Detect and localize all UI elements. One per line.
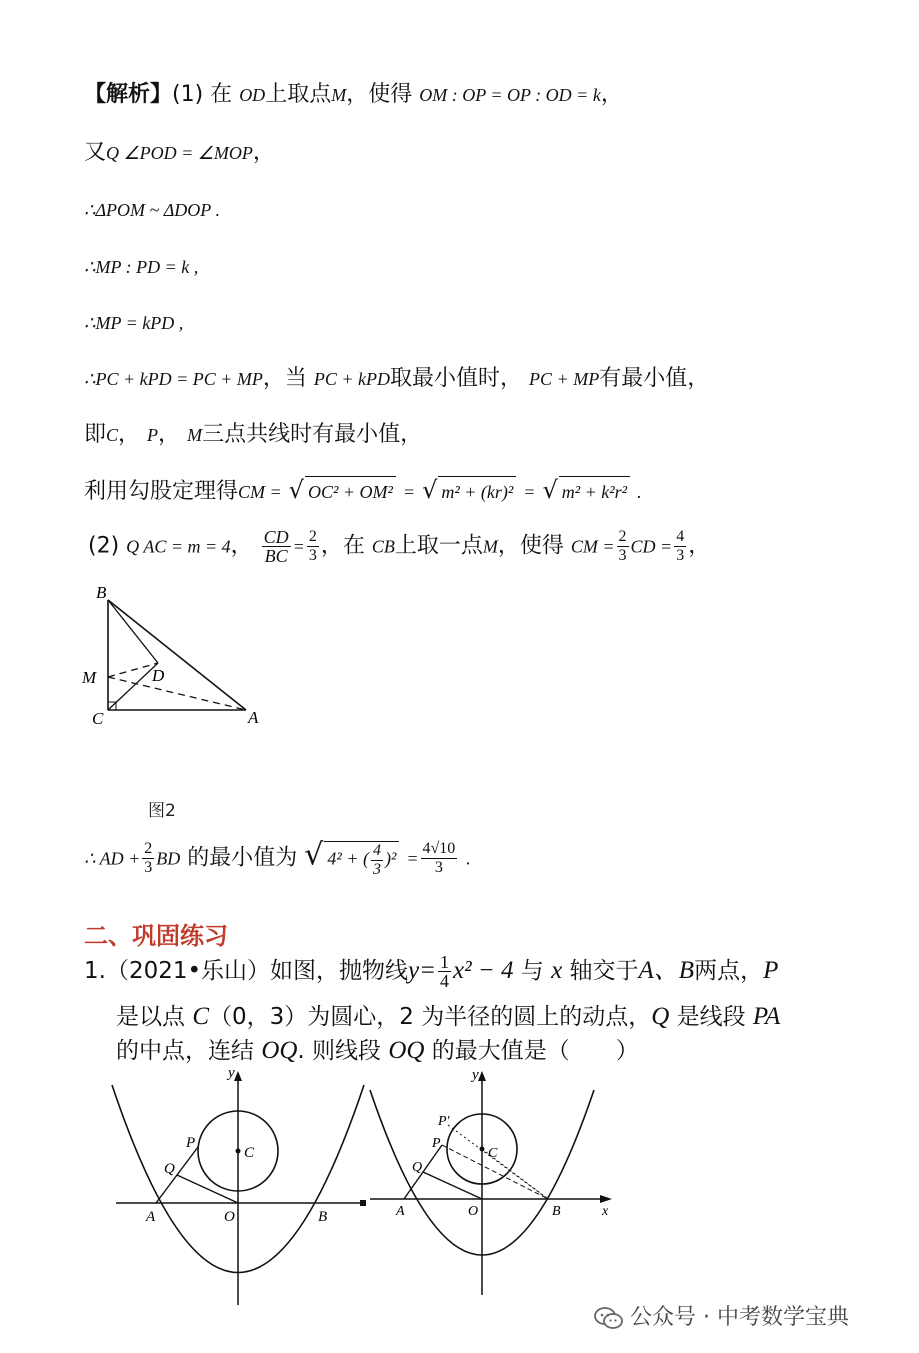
label-m: M xyxy=(82,668,97,687)
label-c: C xyxy=(92,709,104,728)
label-y: y xyxy=(472,1067,479,1083)
watermark-text: 公众号 · 中考数学宝典 xyxy=(630,1305,849,1330)
label-o: O xyxy=(468,1204,479,1219)
solution-part2-result: ∴ AD + $\frac{2}{3}$ BD 的最小值为 √ 4² + ( $\frac{4}{3}$ )² = $\frac{4√10}{3}$ . xyxy=(84,837,471,878)
label-b: B xyxy=(96,583,107,602)
segment-bd xyxy=(108,600,158,663)
fraction-four-thirds: $\frac{4}{3}$ xyxy=(676,528,685,564)
fraction-two-thirds-2: $\frac{2}{3}$ xyxy=(618,528,627,564)
x-axis-arrow xyxy=(600,1195,612,1203)
y-axis-arrow xyxy=(478,1071,486,1081)
wechat-icon xyxy=(594,1305,624,1331)
label-p: P xyxy=(186,1135,196,1151)
label-q: Q xyxy=(164,1161,175,1177)
segment-pprime-b xyxy=(448,1125,548,1199)
problem-1-line-3: 的中点，连结 OQ. 则线段 OQ 的最大值是（ ） xyxy=(116,1037,639,1064)
label-o: O xyxy=(224,1209,235,1225)
solution-part2-line-1: (2) Q AC = m = 4， $\frac{CD}{BC}$ = $\frac{2}{3}$ ，在 CB上取一点M，使得 CM = $\frac{2}{3}$ CD = $\frac{4}{3}$ ， xyxy=(88,527,711,566)
label-y: y xyxy=(228,1065,235,1081)
solution-line-8: 利用勾股定理得CM = √ OC² + OM² = √ m² + (kr)² = √ m² + k²r² . xyxy=(84,475,642,507)
segment-ba xyxy=(108,600,246,710)
solution-line-7: 即C， P， M三点共线时有最小值， xyxy=(84,422,423,447)
label-b: B xyxy=(552,1204,561,1219)
label-a: A xyxy=(248,708,259,727)
fraction-two-thirds: $\frac{2}{3}$ xyxy=(308,528,317,564)
solution-line-2: 又Q ∠POD = ∠MOP， xyxy=(84,140,275,165)
label-c: C xyxy=(488,1146,498,1161)
solution-line-1: 【解析】(1) 在 OD上取点M，使得 OM : OP = OP : OD = k， xyxy=(84,82,623,107)
label-a: A xyxy=(396,1204,405,1219)
point-c xyxy=(236,1149,241,1154)
graph-left xyxy=(100,1065,380,1310)
label-a: A xyxy=(146,1209,156,1225)
graph-right xyxy=(362,1065,622,1310)
watermark xyxy=(594,1300,849,1331)
fraction-cd-bc: $\frac{CD}{BC}$ xyxy=(263,527,289,566)
label-c: C xyxy=(244,1145,255,1161)
label-pprime: P′ xyxy=(438,1114,450,1129)
label-b: B xyxy=(318,1209,328,1225)
solution-heading: 【解析】 xyxy=(84,82,173,107)
y-axis-arrow xyxy=(234,1071,242,1081)
problem-1-line-2: 是以点 C（0，3）为圆心，2 为半径的圆上的动点，Q 是线段 PA xyxy=(116,1003,781,1030)
solution-line-3: ∴ΔPOM ~ ΔDOP . xyxy=(84,200,220,220)
label-p: P xyxy=(432,1136,441,1151)
segment-oq xyxy=(423,1172,482,1199)
label-d: D xyxy=(152,666,165,685)
problem-1-line-1: 1.（2021•乐山）如图，抛物线y= $\frac{1}{4}$ x² − 4 与 x 轴交于A、B两点，P xyxy=(84,952,779,991)
solution-line-5: ∴MP = kPD , xyxy=(84,313,184,333)
solution-line-6: ∴PC + kPD = PC + MP，当 PC + kPD取最小值时， PC + MP有最小值， xyxy=(84,366,710,391)
segment-oq xyxy=(177,1175,238,1203)
fraction-two-thirds-3: $\frac{2}{3}$ xyxy=(144,840,153,876)
label-q: Q xyxy=(412,1160,423,1175)
label-x: x xyxy=(602,1204,609,1219)
figure-2-caption: 图2 xyxy=(148,801,176,821)
fraction-answer: $\frac{4√10}{3}$ xyxy=(422,840,456,876)
solution-line-4: ∴MP : PD = k , xyxy=(84,257,199,277)
section-title: 二、巩固练习 xyxy=(84,922,228,950)
figure-2-triangle xyxy=(78,580,278,740)
